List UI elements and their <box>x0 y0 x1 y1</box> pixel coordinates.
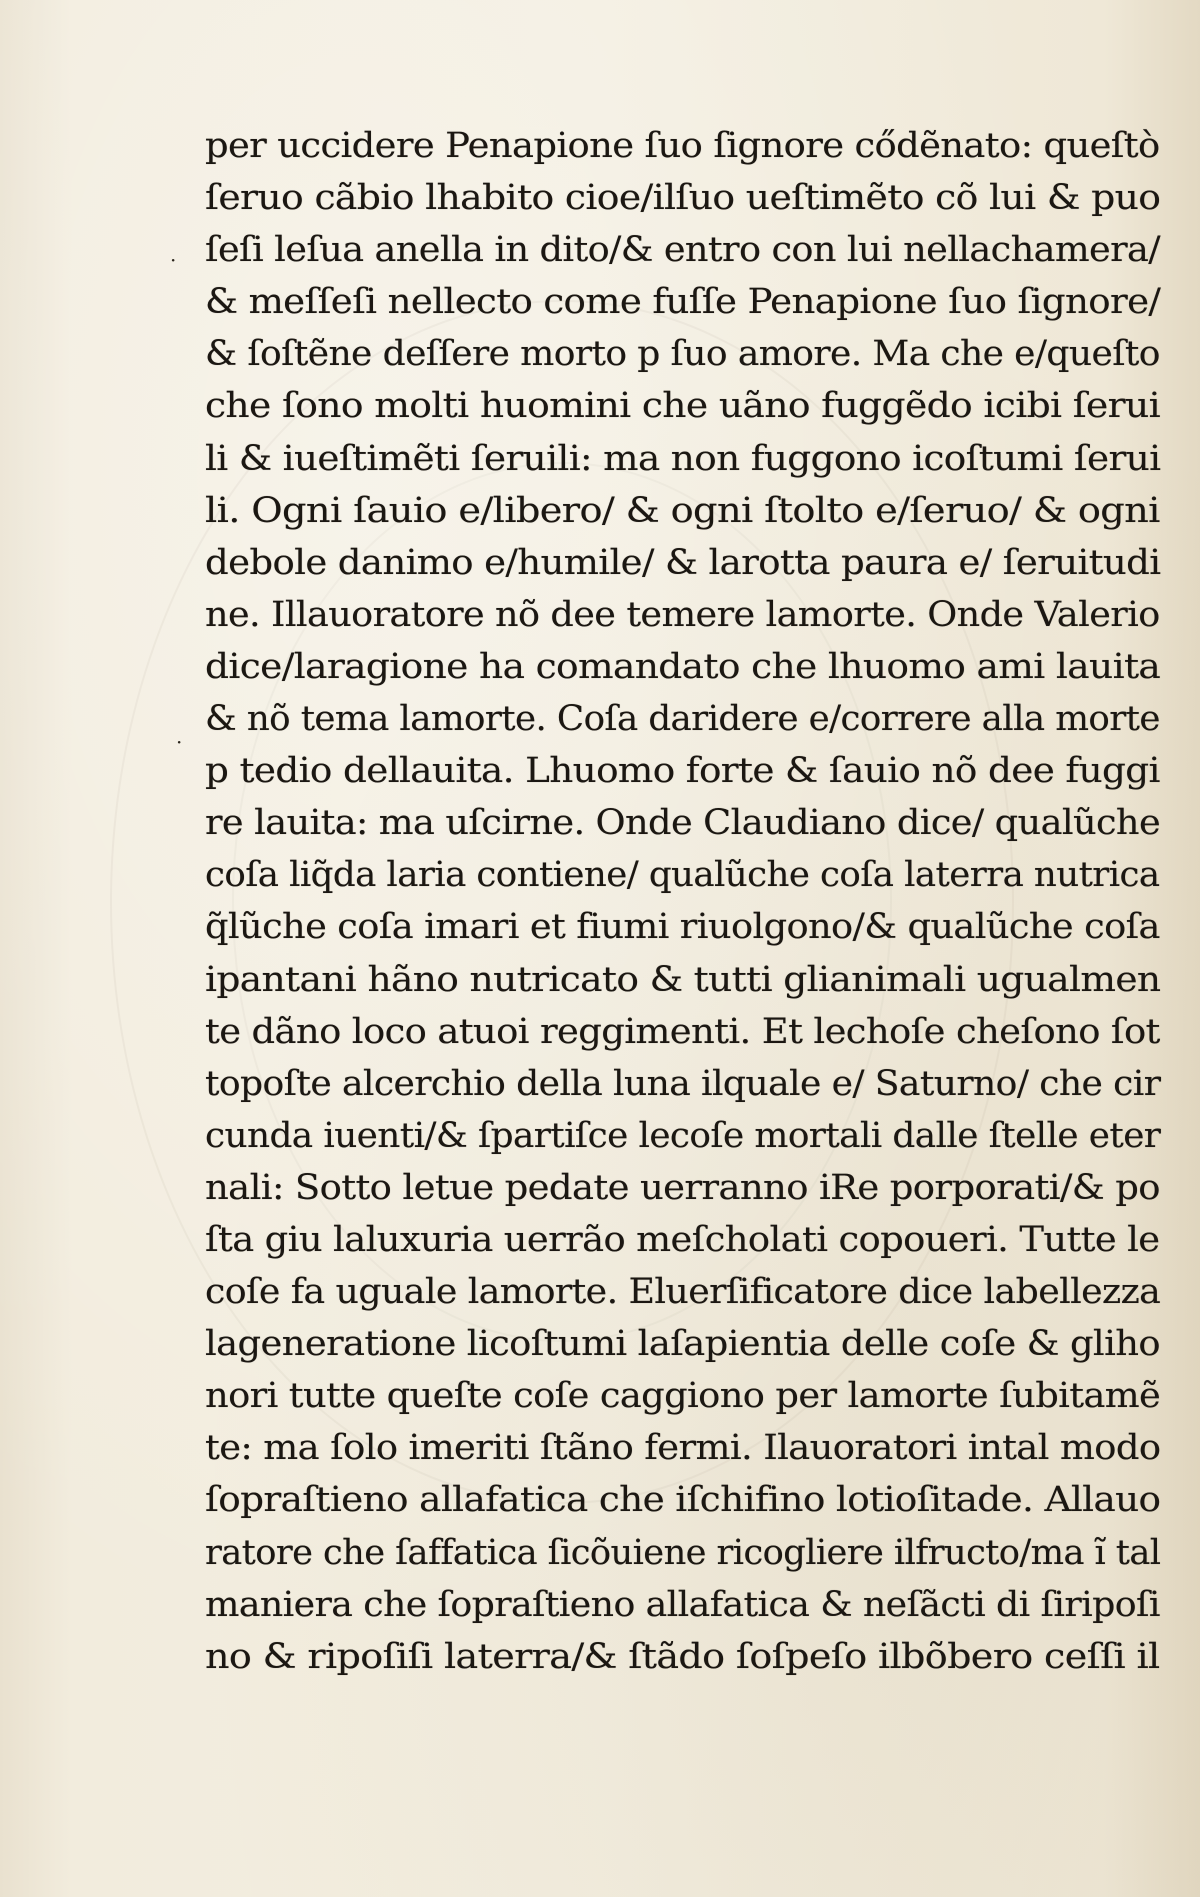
text-line: te: ma ſolo imeriti ſtãno fermi. Ilauoratori intal modo <box>205 1428 1161 1469</box>
text-line: dice/laragione ha comandato che lhuomo ami lauita <box>205 646 1161 687</box>
text-line: & nõ tema lamorte. Coſa daridere e/correre alla morte <box>205 699 1160 740</box>
text-line: q̃lũche coſa imari et fiumi riuolgono/& qualũche coſa <box>205 907 1160 948</box>
margin-mark: · <box>170 248 177 272</box>
text-line: & ſoſtẽne deſſere morto p ſuo amore. Ma che e/queſto <box>205 334 1160 375</box>
text-line: li. Ogni ſauio e/libero/ & ogni ſtolto e/ſeruo/ & ogni <box>205 490 1160 531</box>
text-line: & meſſeſi nellecto come fuſſe Penapione ſuo ſignore/ <box>205 282 1161 323</box>
text-line: no & ripoſiſi laterra/& ſtãdo ſoſpeſo ilbõbero ceſſi il <box>205 1636 1160 1677</box>
text-line: coſa liq̃da laria contiene/ qualũche coſa laterra nutrica <box>205 855 1160 896</box>
text-line: lageneratione licoſtumi laſapientia delle coſe & gliho <box>205 1324 1160 1365</box>
text-line: re lauita: ma uſcirne. Onde Claudiano dice/ qualũche <box>205 803 1161 844</box>
text-line: ſeruo cãbio lhabito cioe/ilſuo ueſtimẽto cõ lui & puo <box>205 178 1161 219</box>
text-line: ſopraſtieno allafatica che iſchifino lotioſitade. Allauo <box>205 1480 1161 1521</box>
text-line: che ſono molti huomini che uãno fuggẽdo icibi ſerui <box>205 386 1161 427</box>
text-line: topoſte alcerchio della luna ilquale e/ Saturno/ che cir <box>205 1063 1161 1104</box>
text-line: nori tutte queſte coſe caggiono per lamorte ſubitamẽ <box>205 1376 1161 1417</box>
text-line: li & iueſtimẽti ſeruili: ma non fuggono icoſtumi ſerui <box>205 438 1161 479</box>
text-line: ne. Illauoratore nõ dee temere lamorte. Onde Valerio <box>205 594 1160 635</box>
text-line: per uccidere Penapione ſuo ſignore cődẽnato: queſtò <box>205 126 1160 166</box>
text-line: debole danimo e/humile/ & larotta paura e/ ſeruitudi <box>205 542 1161 583</box>
text-line: te dãno loco atuoi reggimenti. Et lechoſe cheſono ſot <box>205 1011 1160 1052</box>
text-line: cunda iuenti/& ſpartiſce lecoſe mortali dalle ſtelle eter <box>205 1115 1161 1156</box>
text-line: ſta giu laluxuria uerrão meſcholati copoueri. Tutte le <box>205 1219 1160 1260</box>
text-line: ſeſi leſua anella in dito/& entro con lui nellachamera/ <box>205 230 1160 271</box>
text-line: maniera che ſopraſtieno allafatica & neſãcti di ſiripoſi <box>205 1584 1160 1625</box>
text-line: ipantani hãno nutricato & tutti glianimali ugualmen <box>205 959 1161 1000</box>
text-line: p tedio dellauita. Lhuomo forte & ſauio nõ dee fuggi <box>205 751 1160 792</box>
text-line: nali: Sotto letue pedate uerranno iRe porporati/& po <box>205 1167 1160 1208</box>
text-line: coſe fa uguale lamorte. Eluerſificatore dice labellezza <box>205 1272 1161 1313</box>
text-block <box>205 120 1165 1683</box>
margin-mark: · <box>176 730 183 754</box>
text-line: ratore che ſaffatica ſicõuiene ricogliere ilfructo/ma ĩ tal <box>205 1532 1161 1573</box>
